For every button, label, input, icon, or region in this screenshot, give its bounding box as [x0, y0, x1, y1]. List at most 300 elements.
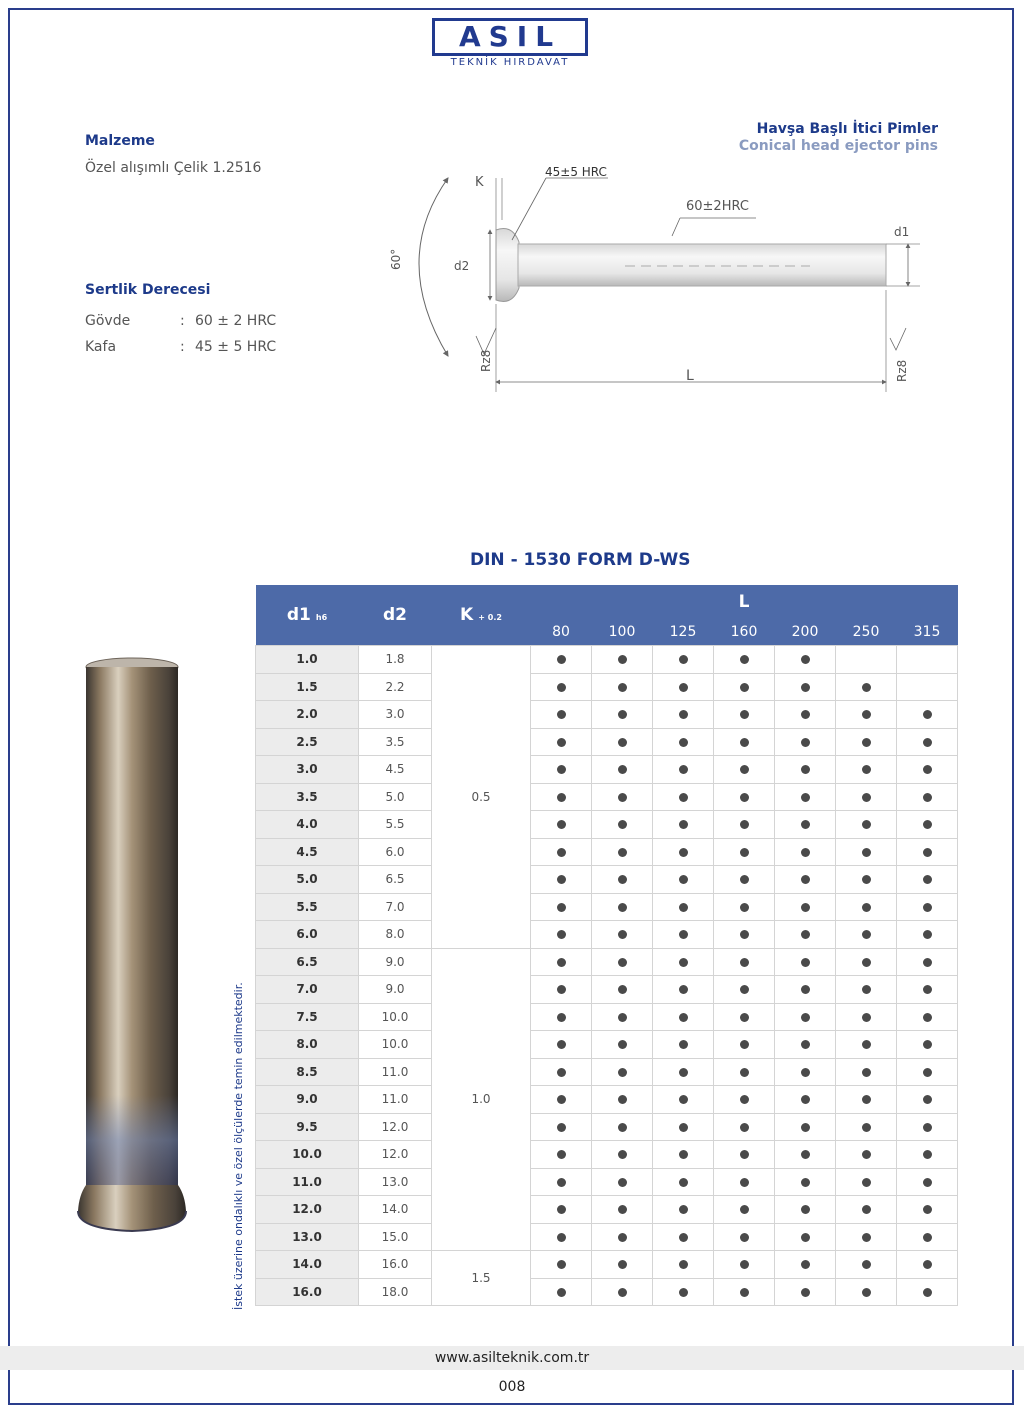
available-dot-icon: [801, 1150, 810, 1159]
cell-availability-100: [592, 756, 653, 784]
hardness-value-body: 60 ± 2 HRC: [195, 313, 277, 329]
table-row: [256, 1251, 958, 1279]
cell-d2: 4.5: [359, 756, 432, 784]
cell-d1: 5.0: [256, 866, 359, 894]
available-dot-icon: [862, 903, 871, 912]
available-dot-icon: [740, 1205, 749, 1214]
hardness-label-body: Gövde: [85, 313, 131, 329]
cell-d2: 9.0: [359, 976, 432, 1004]
cell-availability-250: [836, 1003, 897, 1031]
cell-availability-250: [836, 673, 897, 701]
available-dot-icon: [679, 820, 688, 829]
table-row: [256, 1003, 958, 1031]
cell-availability-100: [592, 1196, 653, 1224]
material-value: Özel alışımlı Çelik 1.2516: [85, 160, 262, 176]
available-dot-icon: [862, 793, 871, 802]
hardness-sep-body: :: [180, 313, 185, 329]
available-dot-icon: [923, 848, 932, 857]
available-dot-icon: [801, 1095, 810, 1104]
available-dot-icon: [740, 1013, 749, 1022]
cell-d1: 9.0: [256, 1086, 359, 1114]
cell-d2: 12.0: [359, 1141, 432, 1169]
available-dot-icon: [862, 1288, 871, 1297]
available-dot-icon: [618, 765, 627, 774]
available-dot-icon: [923, 1233, 932, 1242]
body-hrc-leader: [672, 218, 680, 236]
cell-availability-315: [897, 1031, 958, 1059]
cell-availability-125: [653, 1113, 714, 1141]
cell-availability-160: [714, 838, 775, 866]
available-dot-icon: [862, 985, 871, 994]
available-dot-icon: [801, 1068, 810, 1077]
cell-availability-200: [775, 673, 836, 701]
cell-availability-200: [775, 783, 836, 811]
cell-availability-80: [531, 976, 592, 1004]
cell-availability-80: [531, 728, 592, 756]
available-dot-icon: [618, 738, 627, 747]
cell-availability-250: [836, 1058, 897, 1086]
cell-availability-100: [592, 728, 653, 756]
cell-availability-125: [653, 1223, 714, 1251]
available-dot-icon: [923, 1178, 932, 1187]
cell-availability-315: [897, 893, 958, 921]
rz-right-symbol: [890, 328, 906, 350]
table-row: [256, 1168, 958, 1196]
cell-availability-160: [714, 948, 775, 976]
cell-d1: 13.0: [256, 1223, 359, 1251]
cell-availability-160: [714, 866, 775, 894]
available-dot-icon: [557, 765, 566, 774]
pin-photo: [75, 655, 190, 1235]
cell-d2: 13.0: [359, 1168, 432, 1196]
cell-availability-125: [653, 1196, 714, 1224]
cell-availability-160: [714, 673, 775, 701]
cell-d2: 3.0: [359, 701, 432, 729]
cell-availability-250: [836, 811, 897, 839]
hardness-sep-head: :: [180, 339, 185, 355]
cell-availability-160: [714, 1058, 775, 1086]
footer-url[interactable]: www.asilteknik.com.tr: [434, 1350, 590, 1366]
cell-availability-200: [775, 838, 836, 866]
cell-availability-125: [653, 1168, 714, 1196]
available-dot-icon: [557, 738, 566, 747]
head-hrc-leader: [512, 178, 546, 240]
cell-availability-100: [592, 838, 653, 866]
available-dot-icon: [557, 1178, 566, 1187]
available-dot-icon: [923, 710, 932, 719]
available-dot-icon: [801, 1123, 810, 1132]
available-dot-icon: [801, 1013, 810, 1022]
available-dot-icon: [618, 1150, 627, 1159]
cell-d2: 11.0: [359, 1086, 432, 1114]
available-dot-icon: [740, 793, 749, 802]
available-dot-icon: [679, 1233, 688, 1242]
available-dot-icon: [557, 683, 566, 692]
available-dot-icon: [679, 1013, 688, 1022]
table-row: [256, 1086, 958, 1114]
head-hrc-label: 45±5 HRC: [545, 165, 607, 179]
pin-body-shape: [518, 244, 886, 286]
available-dot-icon: [862, 958, 871, 967]
cell-availability-315: [897, 783, 958, 811]
header-d1: d1 h6: [256, 585, 359, 646]
cell-availability-100: [592, 646, 653, 674]
available-dot-icon: [923, 903, 932, 912]
cell-d1: 8.5: [256, 1058, 359, 1086]
cell-availability-160: [714, 783, 775, 811]
cell-d2: 5.5: [359, 811, 432, 839]
cell-availability-80: [531, 1196, 592, 1224]
available-dot-icon: [618, 875, 627, 884]
cell-availability-250: [836, 1196, 897, 1224]
available-dot-icon: [740, 958, 749, 967]
cell-d1: 7.5: [256, 1003, 359, 1031]
available-dot-icon: [740, 930, 749, 939]
available-dot-icon: [862, 820, 871, 829]
cell-availability-125: [653, 756, 714, 784]
available-dot-icon: [801, 1205, 810, 1214]
available-dot-icon: [862, 1068, 871, 1077]
header-length-160: 160: [714, 619, 775, 646]
cell-availability-200: [775, 976, 836, 1004]
available-dot-icon: [557, 655, 566, 664]
available-dot-icon: [801, 875, 810, 884]
body-hrc-label: 60±2HRC: [686, 199, 749, 214]
table-row: [256, 646, 958, 674]
cell-availability-250: [836, 948, 897, 976]
cell-availability-80: [531, 838, 592, 866]
cell-availability-250: [836, 1031, 897, 1059]
available-dot-icon: [618, 1260, 627, 1269]
cell-availability-125: [653, 646, 714, 674]
table-row: [256, 1113, 958, 1141]
cell-availability-315: [897, 921, 958, 949]
table-row: [256, 728, 958, 756]
table-row: [256, 976, 958, 1004]
available-dot-icon: [618, 1013, 627, 1022]
cell-availability-200: [775, 1196, 836, 1224]
cell-availability-125: [653, 1086, 714, 1114]
cell-availability-250: [836, 921, 897, 949]
available-dot-icon: [923, 1095, 932, 1104]
available-dot-icon: [740, 848, 749, 857]
cell-d1: 3.5: [256, 783, 359, 811]
cell-d2: 3.5: [359, 728, 432, 756]
available-dot-icon: [862, 765, 871, 774]
table-row: [256, 1141, 958, 1169]
available-dot-icon: [740, 1150, 749, 1159]
cell-availability-200: [775, 756, 836, 784]
header-length-80: 80: [531, 619, 592, 646]
available-dot-icon: [679, 765, 688, 774]
angle-label: 60°: [389, 248, 403, 270]
cell-availability-125: [653, 1251, 714, 1279]
cell-availability-250: [836, 1278, 897, 1306]
pin-head-shape: [496, 229, 519, 302]
available-dot-icon: [740, 1068, 749, 1077]
dimension-table: [255, 585, 958, 1306]
cell-availability-80: [531, 1141, 592, 1169]
available-dot-icon: [679, 1068, 688, 1077]
cell-availability-160: [714, 811, 775, 839]
cell-d1: 12.0: [256, 1196, 359, 1224]
available-dot-icon: [740, 655, 749, 664]
cell-availability-315: [897, 1168, 958, 1196]
cell-availability-315: [897, 1278, 958, 1306]
cell-availability-80: [531, 1251, 592, 1279]
cell-d2: 14.0: [359, 1196, 432, 1224]
available-dot-icon: [618, 1123, 627, 1132]
available-dot-icon: [801, 1233, 810, 1242]
available-dot-icon: [557, 875, 566, 884]
cell-availability-80: [531, 921, 592, 949]
cell-availability-160: [714, 1141, 775, 1169]
hardness-title: Sertlik Derecesi: [85, 282, 211, 298]
available-dot-icon: [740, 1040, 749, 1049]
cell-availability-80: [531, 893, 592, 921]
cell-d2: 18.0: [359, 1278, 432, 1306]
cell-availability-100: [592, 701, 653, 729]
available-dot-icon: [801, 1260, 810, 1269]
cell-availability-250: [836, 838, 897, 866]
cell-availability-100: [592, 1058, 653, 1086]
cell-availability-250: [836, 1223, 897, 1251]
cell-availability-200: [775, 811, 836, 839]
header-length-315: 315: [897, 619, 958, 646]
available-dot-icon: [923, 1123, 932, 1132]
cell-availability-160: [714, 1278, 775, 1306]
available-dot-icon: [679, 683, 688, 692]
available-dot-icon: [862, 1178, 871, 1187]
cell-d1: 3.0: [256, 756, 359, 784]
cell-d1: 4.5: [256, 838, 359, 866]
cell-availability-125: [653, 1278, 714, 1306]
cell-k: 0.5: [432, 646, 531, 949]
available-dot-icon: [740, 985, 749, 994]
table-row: [256, 866, 958, 894]
table-row: [256, 948, 958, 976]
available-dot-icon: [923, 930, 932, 939]
available-dot-icon: [679, 1288, 688, 1297]
available-dot-icon: [557, 1260, 566, 1269]
cell-availability-250: [836, 646, 897, 674]
cell-availability-80: [531, 646, 592, 674]
available-dot-icon: [557, 1150, 566, 1159]
product-title: [739, 121, 938, 154]
cell-availability-315: [897, 811, 958, 839]
cell-availability-315: [897, 1196, 958, 1224]
cell-availability-100: [592, 1003, 653, 1031]
cell-availability-160: [714, 976, 775, 1004]
available-dot-icon: [679, 655, 688, 664]
material-title: Malzeme: [85, 133, 155, 149]
cell-availability-80: [531, 1168, 592, 1196]
available-dot-icon: [679, 875, 688, 884]
available-dot-icon: [862, 1150, 871, 1159]
cell-availability-125: [653, 1058, 714, 1086]
cell-availability-315: [897, 1113, 958, 1141]
cell-d2: 15.0: [359, 1223, 432, 1251]
available-dot-icon: [618, 1095, 627, 1104]
available-dot-icon: [679, 1040, 688, 1049]
available-dot-icon: [923, 820, 932, 829]
table-row: [256, 1031, 958, 1059]
available-dot-icon: [862, 1095, 871, 1104]
cell-d2: 11.0: [359, 1058, 432, 1086]
cell-availability-100: [592, 673, 653, 701]
available-dot-icon: [862, 738, 871, 747]
cell-availability-315: [897, 701, 958, 729]
available-dot-icon: [679, 1178, 688, 1187]
available-dot-icon: [618, 848, 627, 857]
cell-availability-200: [775, 1031, 836, 1059]
available-dot-icon: [740, 875, 749, 884]
table-row: [256, 1223, 958, 1251]
cell-availability-80: [531, 783, 592, 811]
cell-availability-100: [592, 1086, 653, 1114]
cell-availability-160: [714, 921, 775, 949]
cell-availability-80: [531, 948, 592, 976]
cell-availability-250: [836, 1251, 897, 1279]
cell-k: 1.5: [432, 1251, 531, 1306]
available-dot-icon: [679, 903, 688, 912]
available-dot-icon: [679, 1123, 688, 1132]
cell-availability-100: [592, 1223, 653, 1251]
brand-tagline: TEKNİK HIRDAVAT: [450, 57, 570, 68]
available-dot-icon: [862, 1040, 871, 1049]
cell-availability-250: [836, 1141, 897, 1169]
cell-availability-200: [775, 1251, 836, 1279]
cell-d2: 6.5: [359, 866, 432, 894]
cell-availability-80: [531, 1278, 592, 1306]
available-dot-icon: [801, 1178, 810, 1187]
available-dot-icon: [801, 655, 810, 664]
cell-availability-315: [897, 976, 958, 1004]
cell-d2: 10.0: [359, 1031, 432, 1059]
cell-availability-250: [836, 783, 897, 811]
cell-availability-200: [775, 1003, 836, 1031]
available-dot-icon: [557, 1068, 566, 1077]
cell-d1: 6.0: [256, 921, 359, 949]
page-number: 008: [498, 1379, 526, 1395]
logo-box: [432, 18, 588, 56]
available-dot-icon: [801, 903, 810, 912]
cell-availability-200: [775, 921, 836, 949]
available-dot-icon: [740, 1123, 749, 1132]
cell-availability-80: [531, 673, 592, 701]
cell-d1: 7.0: [256, 976, 359, 1004]
table-row: [256, 673, 958, 701]
table-row: [256, 1278, 958, 1306]
available-dot-icon: [923, 1260, 932, 1269]
cell-availability-80: [531, 1113, 592, 1141]
available-dot-icon: [862, 1205, 871, 1214]
cell-availability-125: [653, 701, 714, 729]
cell-availability-160: [714, 646, 775, 674]
cell-availability-100: [592, 948, 653, 976]
cell-availability-200: [775, 646, 836, 674]
cell-availability-160: [714, 1086, 775, 1114]
cell-availability-160: [714, 756, 775, 784]
table-row: [256, 811, 958, 839]
available-dot-icon: [740, 710, 749, 719]
cell-availability-250: [836, 976, 897, 1004]
cell-d2: 1.8: [359, 646, 432, 674]
cell-availability-250: [836, 728, 897, 756]
cell-availability-125: [653, 783, 714, 811]
available-dot-icon: [740, 738, 749, 747]
available-dot-icon: [923, 793, 932, 802]
cell-availability-100: [592, 1031, 653, 1059]
cell-availability-160: [714, 1223, 775, 1251]
cell-availability-100: [592, 976, 653, 1004]
cell-availability-250: [836, 1113, 897, 1141]
available-dot-icon: [862, 1260, 871, 1269]
cell-availability-315: [897, 838, 958, 866]
available-dot-icon: [923, 765, 932, 774]
technical-drawing: [380, 160, 940, 400]
available-dot-icon: [862, 875, 871, 884]
available-dot-icon: [557, 710, 566, 719]
table-row: [256, 701, 958, 729]
cell-availability-200: [775, 1168, 836, 1196]
available-dot-icon: [557, 1040, 566, 1049]
available-dot-icon: [862, 1233, 871, 1242]
cell-availability-125: [653, 673, 714, 701]
cell-availability-125: [653, 1141, 714, 1169]
angle-arc: [419, 178, 448, 356]
cell-availability-200: [775, 1223, 836, 1251]
available-dot-icon: [679, 1150, 688, 1159]
available-dot-icon: [923, 1068, 932, 1077]
available-dot-icon: [618, 655, 627, 664]
available-dot-icon: [801, 820, 810, 829]
cell-d1: 1.5: [256, 673, 359, 701]
cell-availability-125: [653, 1003, 714, 1031]
available-dot-icon: [557, 820, 566, 829]
available-dot-icon: [557, 1095, 566, 1104]
cell-d1: 4.0: [256, 811, 359, 839]
cell-availability-200: [775, 701, 836, 729]
cell-d1: 11.0: [256, 1168, 359, 1196]
cell-availability-80: [531, 756, 592, 784]
available-dot-icon: [923, 1205, 932, 1214]
cell-availability-250: [836, 1086, 897, 1114]
cell-availability-100: [592, 1278, 653, 1306]
available-dot-icon: [679, 958, 688, 967]
cell-availability-160: [714, 701, 775, 729]
rz-left-label: Rz8: [479, 349, 493, 372]
cell-d2: 7.0: [359, 893, 432, 921]
cell-availability-315: [897, 756, 958, 784]
available-dot-icon: [801, 710, 810, 719]
cell-availability-80: [531, 866, 592, 894]
available-dot-icon: [740, 765, 749, 774]
table-row: [256, 1058, 958, 1086]
available-dot-icon: [801, 683, 810, 692]
available-dot-icon: [679, 738, 688, 747]
available-dot-icon: [862, 683, 871, 692]
available-dot-icon: [557, 1013, 566, 1022]
cell-d1: 5.5: [256, 893, 359, 921]
available-dot-icon: [679, 930, 688, 939]
available-dot-icon: [801, 793, 810, 802]
cell-availability-80: [531, 1223, 592, 1251]
available-dot-icon: [557, 958, 566, 967]
available-dot-icon: [740, 820, 749, 829]
cell-availability-80: [531, 1058, 592, 1086]
cell-availability-200: [775, 893, 836, 921]
